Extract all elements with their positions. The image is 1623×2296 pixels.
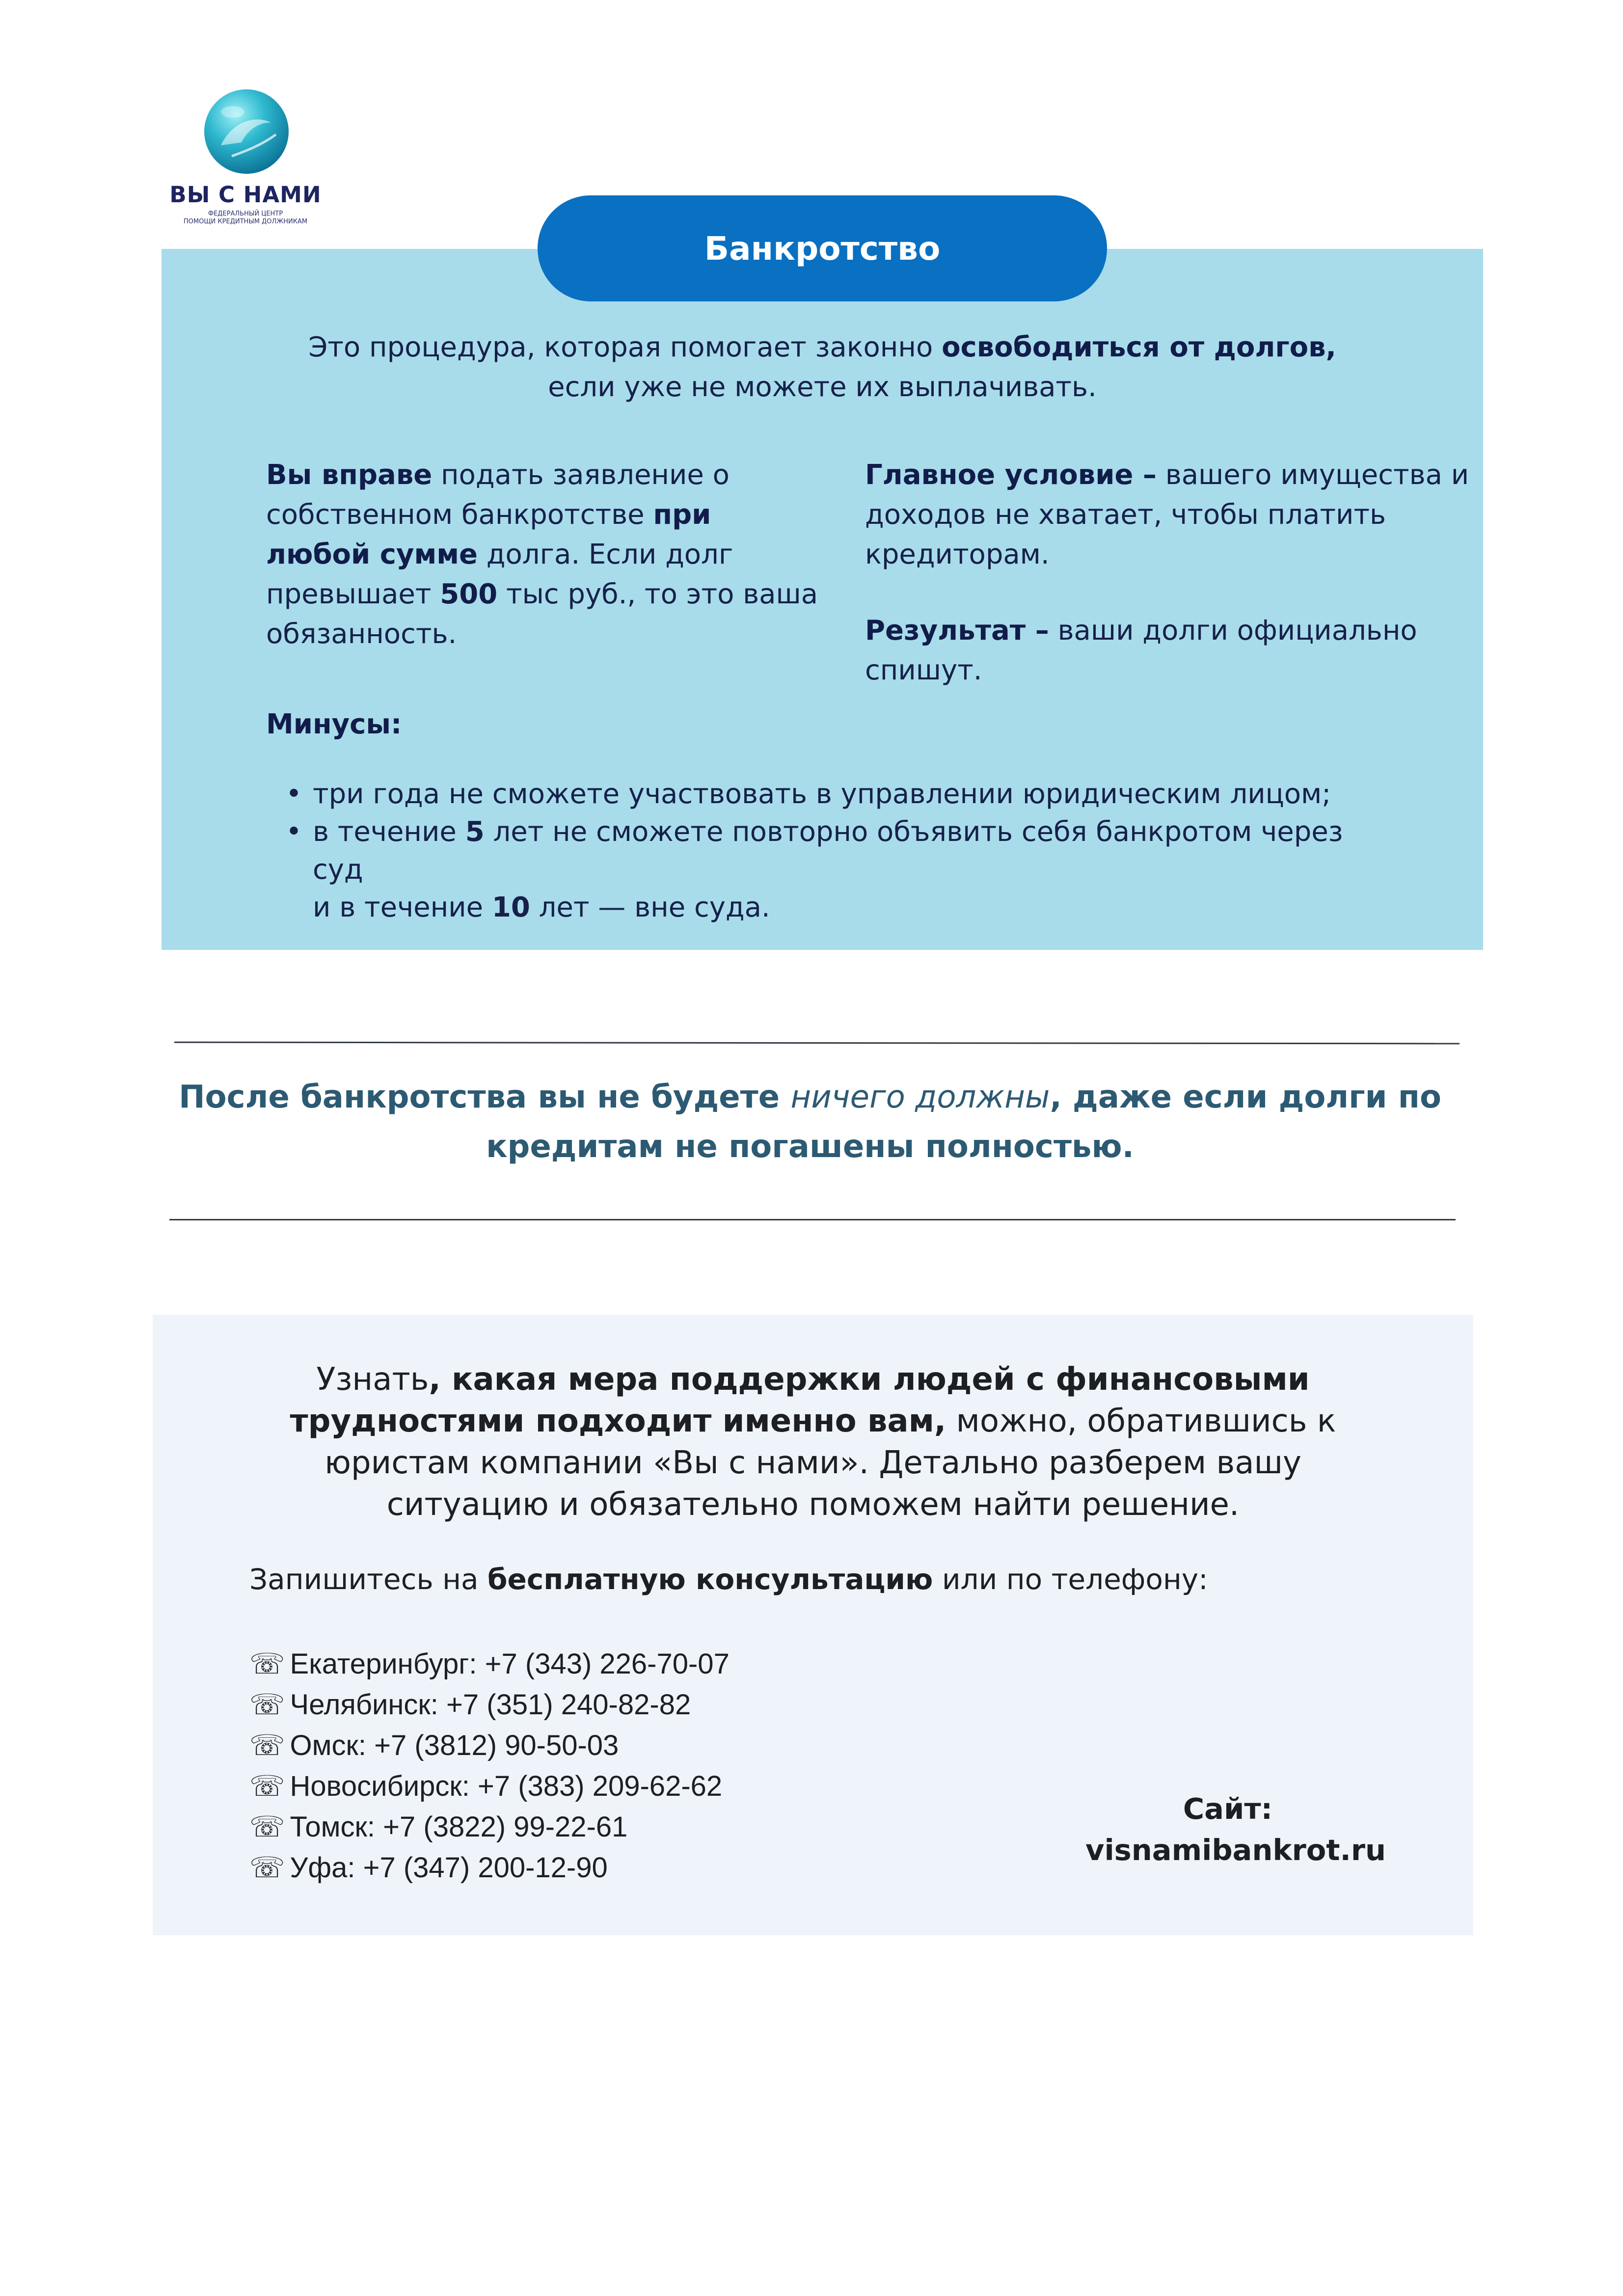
page-title: Банкротство — [538, 195, 1107, 301]
phone-icon: ☏ — [249, 1647, 285, 1680]
phone-icon: ☏ — [249, 1810, 285, 1843]
phone-novosibirsk[interactable]: ☏ Новосибирск: +7 (383) 209-62-62 — [249, 1769, 723, 1803]
phone-icon: ☏ — [249, 1688, 285, 1721]
phone-icon: ☏ — [249, 1851, 285, 1884]
conditions-column — [865, 455, 1474, 690]
phone-icon: ☏ — [249, 1769, 285, 1803]
cons-item: • в течение 5 лет не сможете повторно объявить себя банкротом через суд и в течение 10 лет — вне суда. — [266, 813, 1395, 926]
phone-list — [249, 1644, 986, 1888]
divider — [169, 1219, 1456, 1220]
result-paragraph: Результат – ваши долги официально спишут. — [865, 615, 1417, 686]
site-label: Сайт: — [1183, 1792, 1273, 1826]
phone-chelyabinsk[interactable]: ☏ Челябинск: +7 (351) 240-82-82 — [249, 1688, 691, 1721]
company-logo — [162, 83, 329, 231]
phone-icon: ☏ — [249, 1729, 285, 1762]
bankruptcy-intro: Это процедура, которая помогает законно освободиться от долгов, если уже не можете их выплачивать. — [308, 331, 1336, 403]
phone-ekaterinburg[interactable]: ☏ Екатеринбург: +7 (343) 226-70-07 — [249, 1647, 730, 1680]
site-link[interactable]: visnamibankrot.ru — [1085, 1833, 1386, 1867]
cons-item: • три года не сможете участвовать в управлении юридическим лицом; — [266, 775, 1395, 813]
phone-tomsk[interactable]: ☏ Томск: +7 (3822) 99-22-61 — [249, 1810, 628, 1843]
logo-title: ВЫ С НАМИ — [169, 182, 322, 208]
website-block — [1085, 1788, 1386, 1871]
bankruptcy-panel — [162, 249, 1483, 950]
cons-title: Минусы: — [266, 708, 402, 740]
logo-sphere-icon — [202, 87, 291, 176]
rights-paragraph: Вы вправе подать заявление о собственном банкротстве при любой сумме долга. Если долг превышает 500 тыс руб., то это ваша обязанность. — [266, 459, 818, 650]
cons-list — [266, 775, 1395, 926]
phone-omsk[interactable]: ☏ Омск: +7 (3812) 90-50-03 — [249, 1729, 619, 1762]
divider — [174, 1042, 1460, 1045]
phone-ufa[interactable]: ☏ Уфа: +7 (347) 200-12-90 — [249, 1851, 608, 1884]
logo-subtitle: ФЕДЕРАЛЬНЫЙ ЦЕНТР ПОМОЩИ КРЕДИТНЫМ ДОЛЖНИКАМ — [183, 210, 308, 225]
main-condition: Главное условие – вашего имущества и доходов не хватает, чтобы платить кредиторам. — [865, 459, 1469, 570]
signup-text: Запишитесь на бесплатную консультацию или по телефону: — [249, 1563, 1208, 1596]
contact-panel — [153, 1315, 1473, 1935]
highlight-statement: После банкротства вы не будете ничего должны, даже если долги по кредитам не погашены полностью. — [179, 1079, 1441, 1165]
contact-lead-text: Узнать, какая мера поддержки людей с финансовыми трудностями подходит именно вам, можно, обратившись к юристам компании «Вы с нами». Детально разберем вашу ситуацию и обязательно поможем найти решение. — [290, 1361, 1336, 1523]
